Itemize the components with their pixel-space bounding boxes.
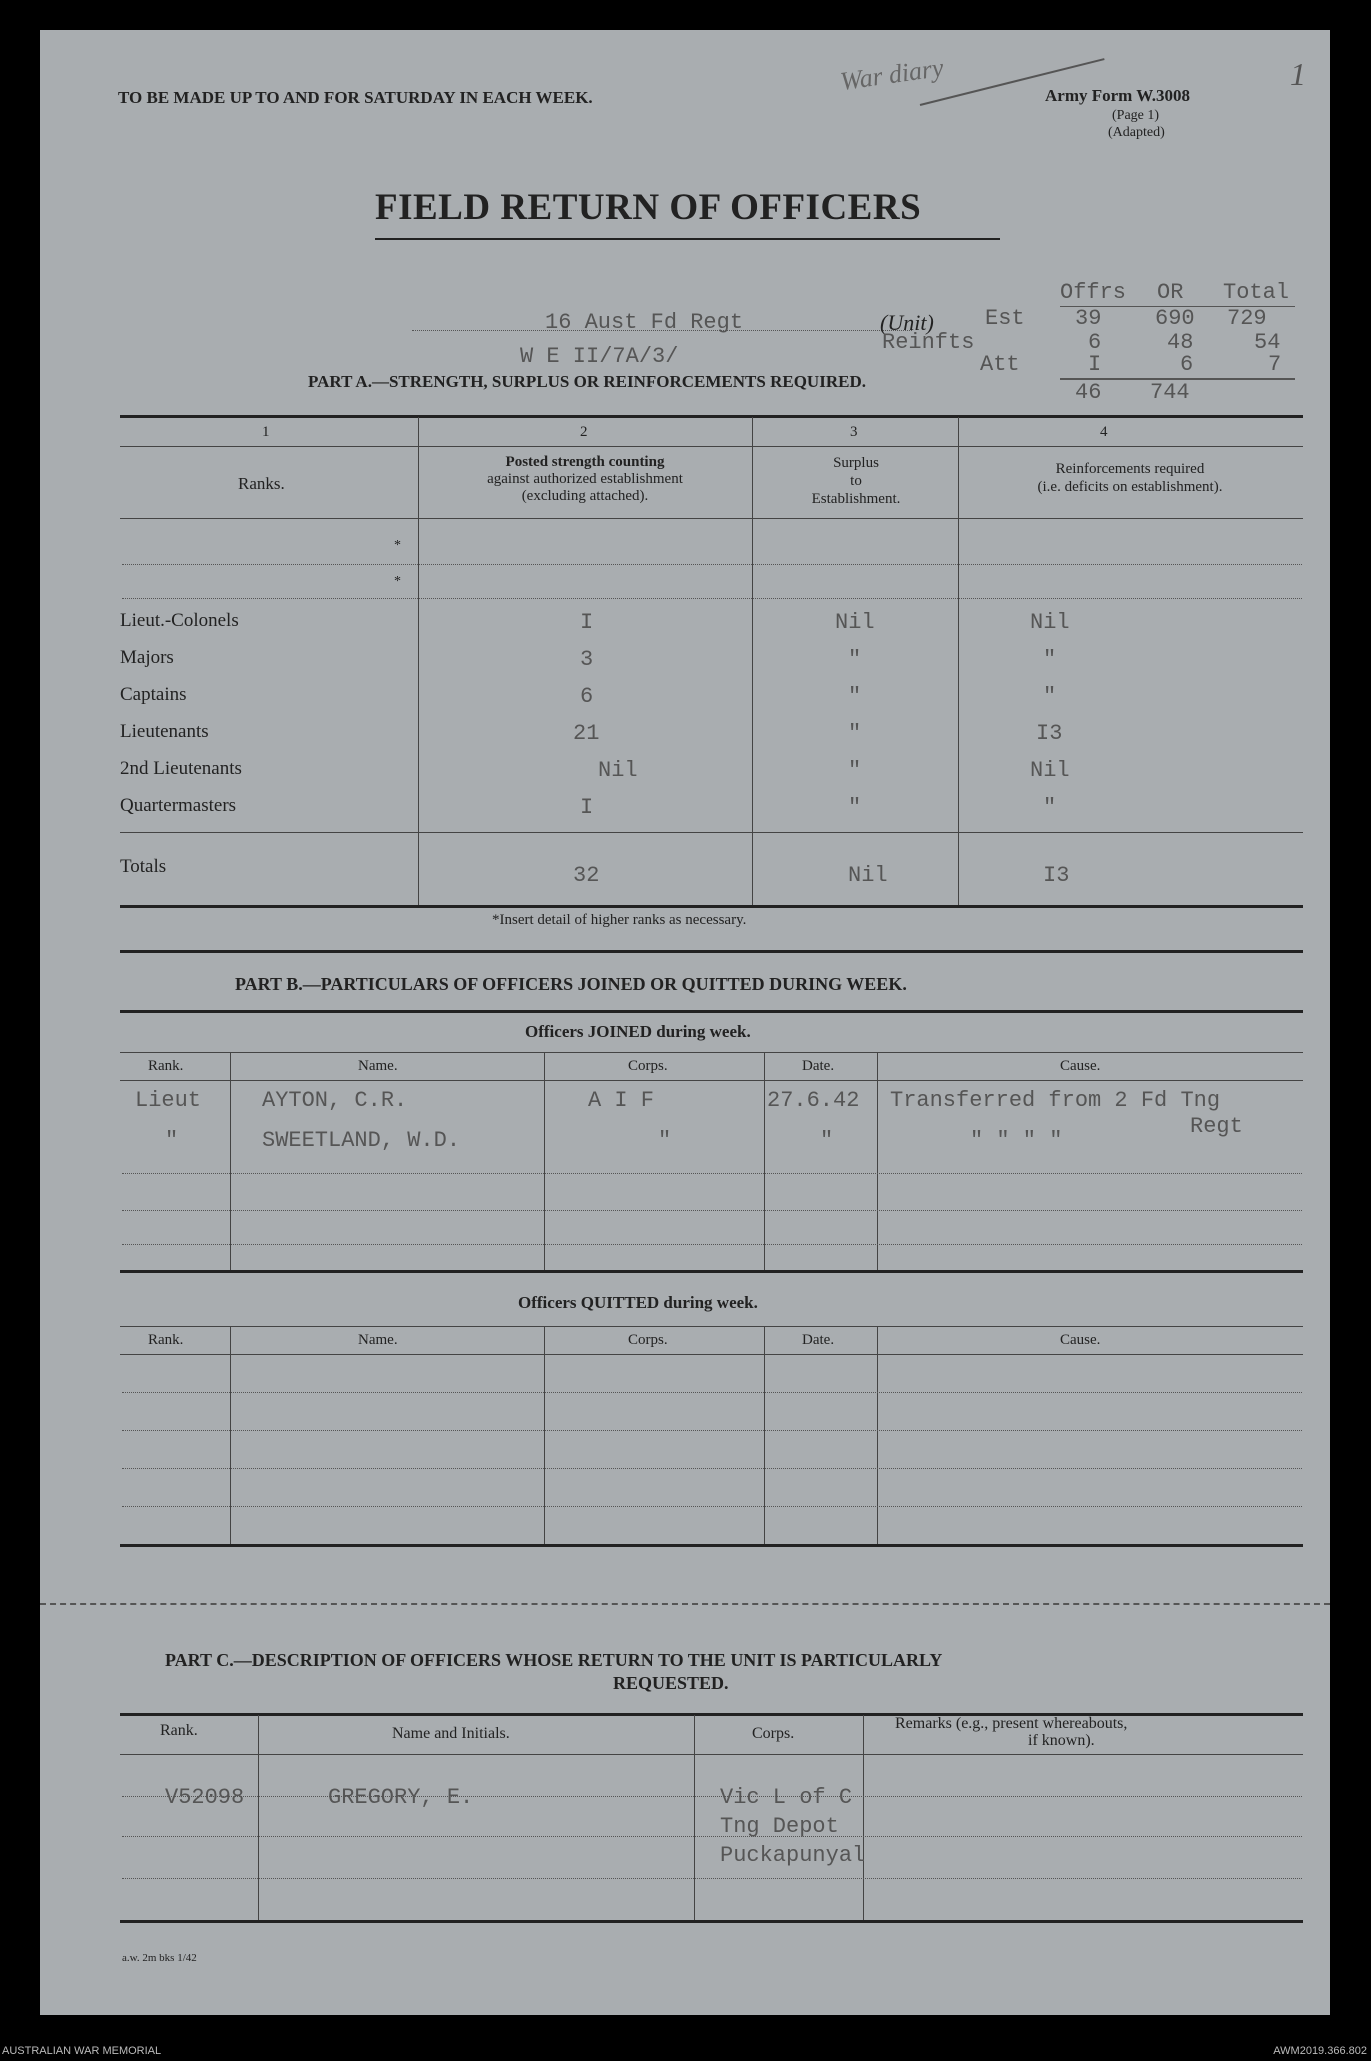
header-surplus-line2: to: [850, 473, 862, 489]
reinf-value: ": [1043, 647, 1057, 672]
joined-header-date: Date.: [802, 1058, 835, 1074]
totals-label: Totals: [120, 856, 167, 877]
strength-label-att: Att: [980, 352, 1020, 377]
surplus-value: ": [848, 758, 862, 783]
quitted-header-date: Date.: [802, 1332, 835, 1348]
joined-cause-continued: Regt: [1190, 1114, 1243, 1139]
part-b-top-rule: [120, 1010, 1303, 1013]
joined-divider-2: [544, 1052, 545, 1270]
reinf-value: ": [1043, 684, 1057, 709]
rank-label: Majors: [120, 647, 174, 668]
part-b-title: PART B.—PARTICULARS OF OFFICERS JOINED OR QUITTED DURING WEEK.: [235, 974, 907, 994]
quitted-dotted-rule-3: [122, 1468, 1302, 1469]
header-posted-line1: Posted strength counting: [505, 454, 665, 470]
part-c-title-continued: REQUESTED.: [613, 1673, 729, 1693]
footer-left: AUSTRALIAN WAR MEMORIAL: [2, 2045, 162, 2057]
header-reinf-line1: Reinforcements required: [1055, 461, 1205, 477]
strength-att-or: 6: [1180, 352, 1194, 377]
joined-header-corps: Corps.: [628, 1058, 668, 1074]
joined-dotted-rule-3: [122, 1244, 1302, 1245]
joined-name: SWEETLAND, W.D.: [262, 1128, 461, 1153]
quitted-header-corps: Corps.: [628, 1332, 668, 1348]
page-mark: 1: [1290, 56, 1306, 92]
rank-label: Lieutenants: [120, 721, 209, 742]
strength-sum-or: 744: [1150, 380, 1190, 405]
asterisk-mark-2: *: [394, 574, 401, 589]
totals-rule: [120, 832, 1303, 833]
posted-value: 6: [580, 684, 594, 709]
print-code: a.w. 2m bks 1/42: [122, 1952, 197, 1964]
strength-att-total: 7: [1268, 352, 1282, 377]
footer-right: AWM2019.366.802: [1273, 2045, 1367, 2057]
part-c-header-corps: Corps.: [752, 1725, 795, 1742]
part-a-bottom-rule: [120, 905, 1303, 908]
part-c-header-remarks-continued: if known).: [1028, 1732, 1095, 1749]
header-surplus: [754, 454, 958, 508]
surplus-value: ": [848, 795, 862, 820]
joined-header-name: Name.: [358, 1058, 398, 1074]
instruction-text: TO BE MADE UP TO AND FOR SATURDAY IN EACH WEEK.: [118, 88, 593, 107]
part-a-footnote: *Insert detail of higher ranks as necessary.: [492, 912, 747, 928]
surplus-value: ": [848, 684, 862, 709]
joined-header-rank: Rank.: [148, 1058, 184, 1074]
strength-header-total: Total: [1223, 280, 1290, 305]
joined-header-cause: Cause.: [1060, 1058, 1101, 1074]
quitted-dotted-rule-2: [122, 1430, 1302, 1431]
strength-est-or: 690: [1155, 306, 1195, 331]
totals-reinf: I3: [1043, 863, 1070, 888]
part-c-divider-1: [258, 1715, 259, 1920]
joined-name: AYTON, C.R.: [262, 1088, 408, 1113]
rank-label: Quartermasters: [120, 795, 237, 816]
col-number-rule: [120, 446, 1303, 447]
header-posted-line2: against authorized establishment: [487, 471, 683, 487]
part-c-name: GREGORY, E.: [328, 1785, 474, 1810]
unit-name: 16 Aust Fd Regt: [545, 310, 744, 335]
quitted-divider-4: [877, 1326, 878, 1544]
part-a-top-rule: [120, 415, 1303, 418]
page-title: FIELD RETURN OF OFFICERS: [375, 187, 922, 228]
strength-label-reinfts: Reinfts: [882, 330, 975, 355]
quitted-dotted-rule-4: [122, 1506, 1302, 1507]
joined-corps: A I F: [588, 1088, 655, 1113]
header-rule: [120, 518, 1303, 519]
part-c-rank: V52098: [165, 1785, 245, 1810]
part-c-corps-line3: Puckapunyal: [720, 1843, 866, 1868]
strength-header-or: OR: [1157, 280, 1184, 305]
part-c-header-name: Name and Initials.: [392, 1725, 510, 1742]
part-a-title: PART A.—STRENGTH, SURPLUS OR REINFORCEMENTS REQUIRED.: [308, 372, 866, 391]
part-c-divider-2: [694, 1715, 695, 1920]
joined-title-rule: [120, 1052, 1303, 1053]
strength-est-total: 729: [1227, 306, 1267, 331]
joined-cause: " " " ": [970, 1128, 1063, 1153]
joined-dotted-rule-2: [122, 1210, 1302, 1211]
strength-reinfts-total: 54: [1254, 330, 1281, 355]
header-posted: [420, 454, 750, 505]
part-c-header-remarks: Remarks (e.g., present whereabouts,: [895, 1715, 1128, 1732]
posted-value: I: [580, 610, 594, 635]
strength-reinfts-or: 48: [1167, 330, 1194, 355]
joined-bottom-rule: [120, 1270, 1303, 1273]
reinf-value: Nil: [1030, 758, 1070, 783]
header-ranks: Ranks.: [238, 474, 285, 493]
quitted-divider-2: [544, 1326, 545, 1544]
part-c-bottom-rule: [120, 1920, 1303, 1923]
joined-divider-1: [230, 1052, 231, 1270]
joined-cause: Transferred from 2 Fd Tng: [890, 1088, 1221, 1113]
joined-rank: ": [165, 1128, 179, 1153]
col-number-1: 1: [262, 424, 270, 440]
surplus-value: ": [848, 647, 862, 672]
handwritten-note: War diary: [838, 52, 946, 97]
part-c-dotted-rule-3: [122, 1878, 1302, 1879]
col-number-2: 2: [580, 424, 588, 440]
strength-header-offrs: Offrs: [1060, 280, 1127, 305]
part-c-header-rule: [120, 1754, 1303, 1755]
posted-value: 3: [580, 647, 594, 672]
asterisk-mark-1: *: [394, 538, 401, 553]
joined-date: 27.6.42: [767, 1088, 860, 1113]
joined-dotted-rule-1: [122, 1173, 1302, 1174]
joined-divider-4: [877, 1052, 878, 1270]
perforation-line: [40, 1603, 1330, 1605]
totals-posted: 32: [573, 863, 600, 888]
posted-value: Nil: [598, 758, 638, 783]
rank-label: 2nd Lieutenants: [120, 758, 242, 779]
strength-label-est: Est: [985, 306, 1025, 331]
quitted-header-rank: Rank.: [148, 1332, 184, 1348]
adapted-label: (Adapted): [1108, 125, 1165, 140]
totals-surplus: Nil: [848, 863, 888, 888]
form-number: Army Form W.3008: [1045, 86, 1190, 105]
form-sheet: [40, 30, 1330, 2015]
reinf-value: Nil: [1030, 610, 1070, 635]
unit-label: (Unit): [880, 310, 934, 335]
part-a-end-rule: [120, 950, 1303, 953]
header-surplus-line3: Establishment.: [811, 491, 901, 507]
header-surplus-line1: Surplus: [833, 455, 879, 471]
rank-label: Lieut.-Colonels: [120, 610, 239, 631]
part-c-corps-line2: Tng Depot: [720, 1814, 839, 1839]
joined-header-rule: [120, 1080, 1303, 1081]
part-c-title: PART C.—DESCRIPTION OF OFFICERS WHOSE RETURN TO THE UNIT IS PARTICULARLY: [165, 1650, 943, 1670]
joined-date: ": [820, 1128, 834, 1153]
strength-reinfts-offrs: 6: [1088, 330, 1102, 355]
col-number-3: 3: [850, 424, 858, 440]
quitted-divider-3: [764, 1326, 765, 1544]
surplus-value: ": [848, 721, 862, 746]
joined-rank: Lieut: [135, 1088, 202, 1113]
quitted-header-name: Name.: [358, 1332, 398, 1348]
quitted-bottom-rule: [120, 1544, 1303, 1547]
blank-row-rule-2: [122, 598, 1302, 599]
blank-row-rule-1: [122, 564, 1302, 565]
rank-label: Captains: [120, 684, 187, 705]
quitted-title-rule: [120, 1326, 1303, 1327]
surplus-value: Nil: [835, 610, 875, 635]
page-number: (Page 1): [1112, 108, 1160, 123]
part-c-divider-3: [863, 1715, 864, 1920]
reinf-value: I3: [1036, 721, 1063, 746]
posted-value: I: [580, 795, 594, 820]
title-underline: [375, 238, 1000, 240]
reinf-value: ": [1043, 795, 1057, 820]
part-c-header-rank: Rank.: [160, 1722, 198, 1739]
part-c-dotted-rule-2: [122, 1836, 1302, 1837]
header-reinf: [960, 460, 1300, 496]
joined-corps: ": [658, 1128, 672, 1153]
war-establishment: W E II/7A/3/: [520, 344, 679, 369]
quitted-dotted-rule-1: [122, 1392, 1302, 1393]
quitted-title: Officers QUITTED during week.: [518, 1293, 758, 1312]
joined-divider-3: [764, 1052, 765, 1270]
part-c-dotted-rule-1: [122, 1796, 1302, 1797]
quitted-header-cause: Cause.: [1060, 1332, 1101, 1348]
joined-title: Officers JOINED during week.: [525, 1022, 751, 1041]
col-number-4: 4: [1100, 424, 1108, 440]
header-posted-line3: (excluding attached).: [521, 488, 649, 504]
strength-sum-offrs: 46: [1075, 380, 1102, 405]
quitted-divider-1: [230, 1326, 231, 1544]
posted-value: 21: [573, 721, 600, 746]
quitted-header-rule: [120, 1354, 1303, 1355]
header-reinf-line2: (i.e. deficits on establishment).: [1037, 479, 1223, 495]
strength-est-offrs: 39: [1075, 306, 1102, 331]
strength-att-offrs: I: [1088, 352, 1102, 377]
part-c-corps-line1: Vic L of C: [720, 1785, 853, 1810]
